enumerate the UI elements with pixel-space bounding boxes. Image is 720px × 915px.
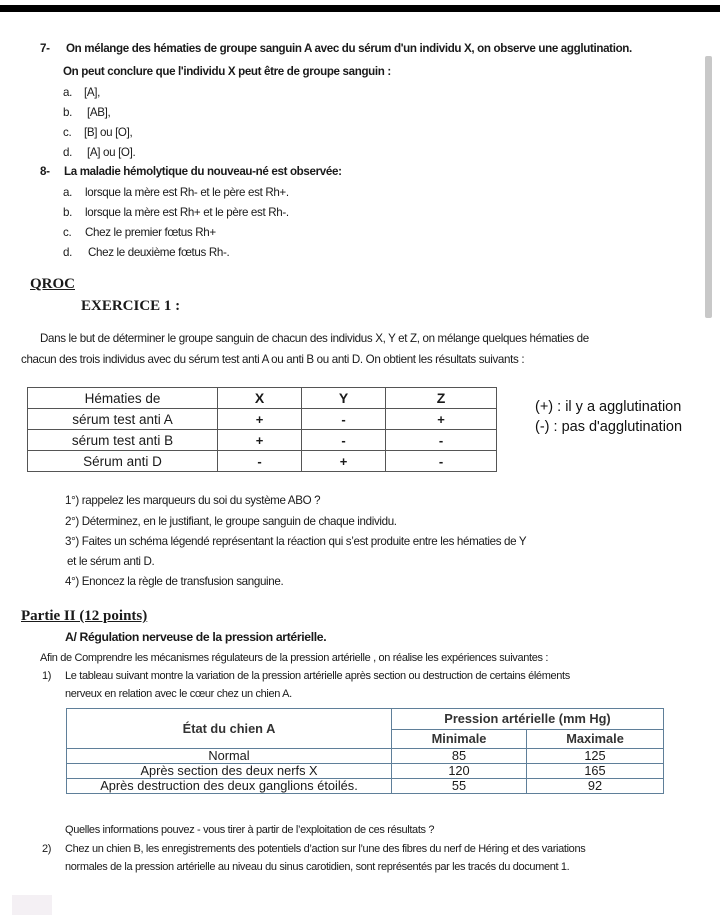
q8-option-d: Chez le deuxième fœtus Rh-. — [88, 246, 230, 259]
q7-text2: On peut conclure que l'individu X peut être de groupe sanguin : — [63, 65, 391, 78]
qroc-question-2: 2°) Déterminez, en le justifiant, le groupe sanguin de chaque individu. — [65, 515, 397, 528]
table-row — [67, 779, 664, 794]
table-cell: 125 — [527, 749, 664, 764]
table-row — [67, 749, 664, 764]
table-header-row — [28, 388, 497, 409]
q8-number: 8- — [40, 165, 50, 178]
qroc-question-3: 3°) Faites un schéma légendé représentant la réaction qui s’est produite entre les hématies de Y — [65, 535, 527, 548]
table-cell: - — [386, 451, 497, 472]
table-row — [28, 409, 497, 430]
table-row — [28, 430, 497, 451]
table-cell: - — [386, 430, 497, 451]
top-border-bar — [0, 5, 720, 12]
table-row — [28, 451, 497, 472]
q8-option-c: Chez le premier fœtus Rh+ — [85, 226, 216, 239]
q7-option-a: [A], — [84, 86, 100, 99]
qroc-intro-line2: chacun des trois individus avec du sérum test anti A ou anti B ou anti D. On obtient les résultats suivants : — [21, 353, 525, 366]
table-header-row — [67, 709, 664, 730]
q7-option-a-letter: a. — [63, 86, 72, 99]
bottom-placeholder-box — [12, 895, 52, 915]
q7-number: 7- — [40, 42, 50, 55]
legend-plus: (+) : il y a agglutination — [535, 399, 682, 415]
table-header-cell: X — [218, 388, 302, 409]
table-row — [67, 764, 664, 779]
q8-option-c-letter: c. — [63, 226, 72, 239]
q8-option-b: lorsque la mère est Rh+ et le père est Rh-. — [85, 206, 289, 219]
legend-minus: (-) : pas d'agglutination — [535, 419, 683, 435]
table-header-cell: Z — [386, 388, 497, 409]
table-header-cell: Maximale — [527, 730, 664, 749]
item-1-number: 1) — [42, 670, 52, 682]
table-cell: - — [302, 409, 386, 430]
table-header-cell: Pression artérielle (mm Hg) — [392, 709, 664, 730]
item-2-number: 2) — [42, 843, 52, 855]
table-cell: Après destruction des deux ganglions étoilés. — [67, 779, 392, 794]
q7-option-c: [B] ou [O], — [84, 126, 133, 139]
table-cell: - — [302, 430, 386, 451]
table-cell: + — [218, 430, 302, 451]
partie-2-title: Partie II (12 points) — [21, 608, 148, 624]
q8-option-b-letter: b. — [63, 206, 72, 219]
qroc-question-4: 4°) Enoncez la règle de transfusion sanguine. — [65, 575, 284, 588]
table-cell: + — [218, 409, 302, 430]
item-1-line1: Le tableau suivant montre la variation de la pression artérielle après section ou destruction de certains éléments — [65, 670, 570, 682]
q7-option-b: [AB], — [87, 106, 111, 119]
qroc-title: QROC — [30, 276, 75, 292]
table-cell: Normal — [67, 749, 392, 764]
table-cell: sérum test anti B — [28, 430, 218, 451]
table-cell: sérum test anti A — [28, 409, 218, 430]
q8-option-a: lorsque la mère est Rh- et le père est Rh+. — [85, 186, 289, 199]
item-1-line2: nerveux en relation avec le cœur chez un chien A. — [65, 688, 292, 700]
table-cell: 92 — [527, 779, 664, 794]
q7-option-b-letter: b. — [63, 106, 72, 119]
scrollbar-thumb[interactable] — [705, 56, 712, 318]
table-cell: Après section des deux nerfs X — [67, 764, 392, 779]
q7-option-c-letter: c. — [63, 126, 72, 139]
q8-option-d-letter: d. — [63, 246, 72, 259]
table-cell: 85 — [392, 749, 527, 764]
q7-option-d-letter: d. — [63, 146, 72, 159]
table-cell: - — [218, 451, 302, 472]
table-cell: Sérum anti D — [28, 451, 218, 472]
section-a-title: A/ Régulation nerveuse de la pression artérielle. — [65, 630, 327, 644]
qroc-question-3-cont: et le sérum anti D. — [67, 555, 155, 568]
table-cell: 120 — [392, 764, 527, 779]
table-header-cell: État du chien A — [67, 709, 392, 749]
item-2-line1: Chez un chien B, les enregistrements des potentiels d’action sur l’une des fibres du nerf de Héring et des variations — [65, 843, 586, 855]
exploitation-question: Quelles informations pouvez - vous tirer à partir de l’exploitation de ces résultats ? — [65, 824, 435, 836]
q8-text: La maladie hémolytique du nouveau-né est observée: — [64, 165, 342, 178]
table-cell: 165 — [527, 764, 664, 779]
partie-2-intro: Afin de Comprendre les mécanismes régulateurs de la pression artérielle , on réalise les expériences suivantes : — [40, 652, 549, 664]
table-header-cell: Hématies de — [28, 388, 218, 409]
pressure-table — [66, 708, 664, 794]
q7-text: On mélange des hématies de groupe sanguin A avec du sérum d'un individu X, on observe une agglutination. — [66, 42, 632, 55]
qroc-intro-line1: Dans le but de déterminer le groupe sanguin de chacun des individus X, Y et Z, on mélange quelques hématies de — [40, 332, 589, 345]
qroc-question-1: 1°) rappelez les marqueurs du soi du système ABO ? — [65, 494, 321, 507]
table-cell: + — [302, 451, 386, 472]
table-cell: + — [386, 409, 497, 430]
item-2-line2: normales de la pression artérielle au niveau du sinus carotidien, sont représentés par les tracés du document 1. — [65, 861, 570, 873]
q8-option-a-letter: a. — [63, 186, 72, 199]
q7-option-d: [A] ou [O]. — [87, 146, 136, 159]
table-header-cell: Minimale — [392, 730, 527, 749]
table-header-cell: Y — [302, 388, 386, 409]
table-cell: 55 — [392, 779, 527, 794]
exercise-title: EXERCICE 1 : — [81, 298, 181, 314]
agglutination-table — [27, 387, 497, 472]
